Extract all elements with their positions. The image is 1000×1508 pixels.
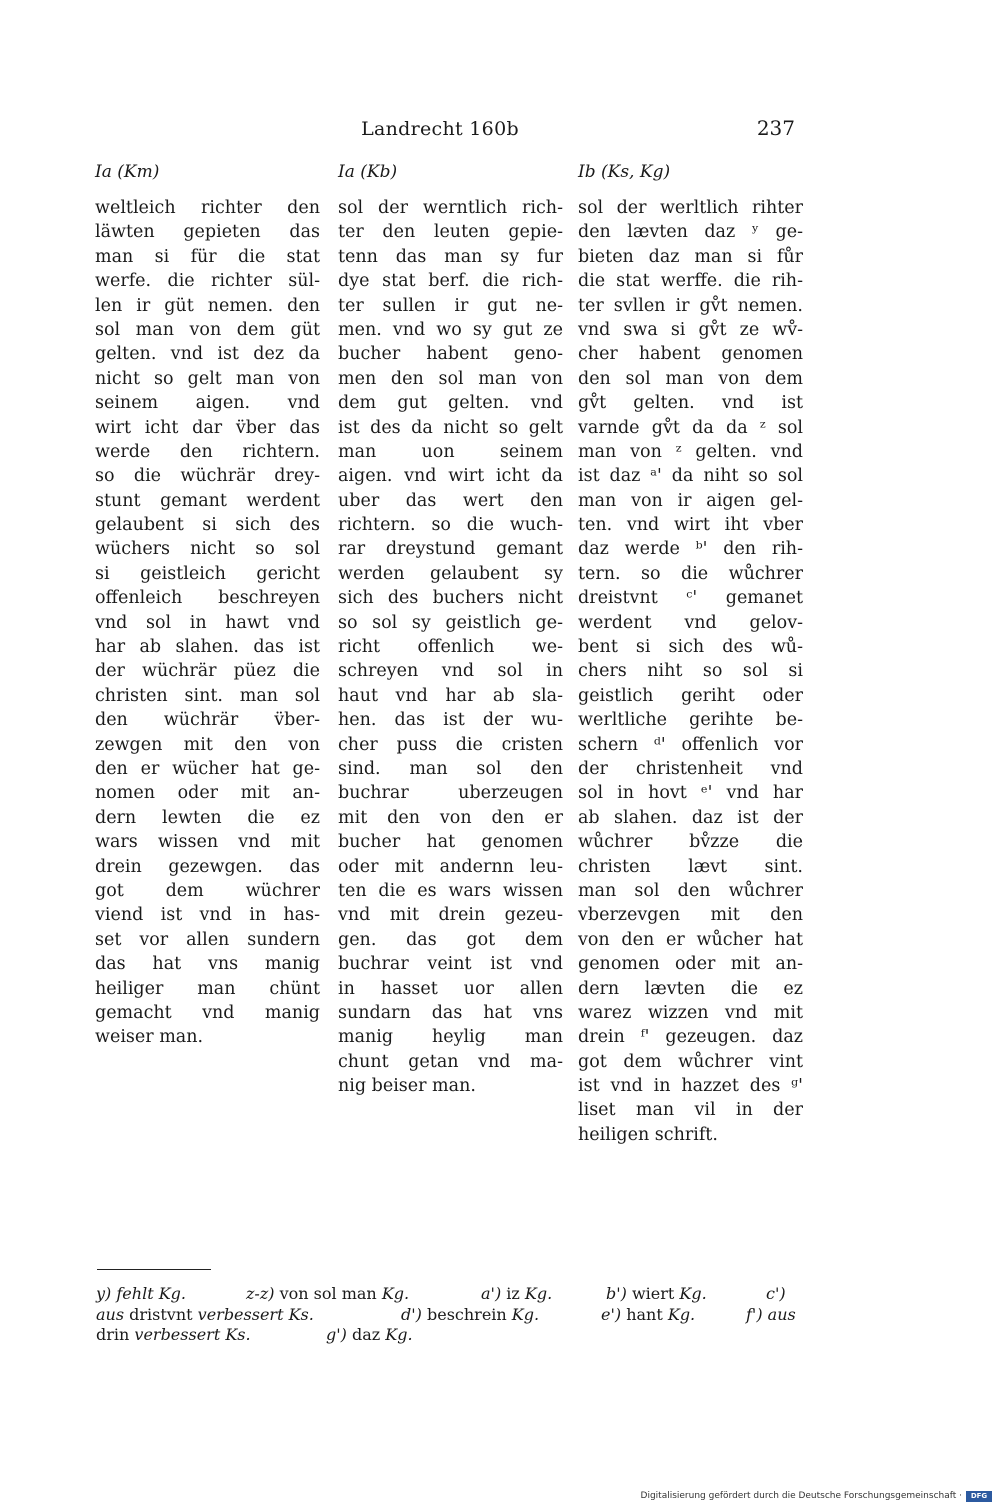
text-line: vnd mit drein gezeu-	[338, 905, 563, 926]
text-line: si geistleich gericht	[95, 563, 320, 584]
text-line: har ab slahen. das ist	[95, 637, 320, 658]
text-line: bent si sich des wů-	[578, 637, 803, 658]
text-line: nicht so gelt man von	[95, 368, 320, 389]
text-line: werde den richtern.	[95, 441, 320, 462]
text-line: werden gelaubent sy	[338, 563, 563, 584]
text-line: man si für die stat	[95, 246, 320, 267]
footnote-c: aus dristvnt verbessert Ks.	[96, 1304, 314, 1324]
footnote-line	[96, 1284, 802, 1305]
footnotes	[96, 1284, 802, 1346]
text-line: das hat vns manig	[95, 954, 320, 975]
text-line: bucher habent geno-	[338, 344, 563, 365]
text-line: ter svllen ir gv̊t nemen.	[578, 295, 803, 316]
text-line: men. vnd wo sy gut ze	[338, 319, 563, 340]
text-line: so die wüchrär drey-	[95, 466, 320, 487]
text-line: weiser man.	[95, 1027, 204, 1048]
text-line: manig heylig man	[338, 1027, 563, 1048]
text-line: man von ᶻ gelten. vnd	[578, 441, 803, 462]
footnote-rule	[97, 1269, 211, 1270]
text-line: warez wizzen vnd mit	[578, 1002, 803, 1023]
text-line: den er wücher hat ge-	[95, 758, 320, 779]
text-line: gelten. vnd ist dez da	[95, 344, 320, 365]
column-siglum: Ib (Ks, Kg)	[578, 162, 671, 182]
text-line: chunt getan vnd ma-	[338, 1051, 563, 1072]
text-line: sundarn das hat vns	[338, 1002, 563, 1023]
column-ia-km	[95, 162, 320, 1050]
footnote-a: a') iz Kg.	[481, 1284, 553, 1303]
text-line: bieten daz man si fůr	[578, 246, 803, 267]
text-line: läwten gepieten das	[95, 222, 320, 243]
text-line: zewgen mit den von	[95, 734, 320, 755]
text-line: sol der werltlich rihter	[578, 198, 803, 218]
text-line: sich des buchers nicht	[338, 588, 563, 609]
text-line: in hasset uor allen	[338, 978, 563, 999]
text-line: ist vnd in hazzet des ᵍ'	[578, 1076, 803, 1097]
text-line: buchrar veint ist vnd	[338, 954, 563, 975]
text-line: stunt gemant werdent	[95, 490, 320, 511]
column-ib-ks-kg	[578, 162, 803, 1147]
text-line: mit den von den er	[338, 807, 563, 828]
text-line: werltliche gerihte be-	[578, 710, 803, 731]
text-line: man uon seinem	[338, 441, 563, 462]
text-line: set vor allen sundern	[95, 929, 320, 950]
text-line: bucher hat genomen	[338, 832, 563, 853]
text-line: sind. man sol den	[338, 758, 563, 779]
text-line: dem gut gelten. vnd	[338, 393, 563, 414]
column-ia-kb	[338, 162, 563, 1098]
text-line: richtern. so die wuch-	[338, 515, 563, 536]
text-line: ten. vnd wirt iht vber	[578, 515, 803, 536]
footnote-f: drin verbessert Ks.	[96, 1325, 251, 1344]
text-line: drein ᶠ' gezeugen. daz	[578, 1027, 803, 1048]
page-number: 237	[756, 116, 795, 140]
text-line: liset man vil in der	[578, 1100, 803, 1121]
text-line: nig beiser man.	[338, 1076, 476, 1097]
text-line: so sol sy geistlich ge-	[338, 612, 563, 633]
footnote-d: d') beschrein Kg.	[401, 1304, 540, 1324]
text-line: werfe. die richter sül-	[95, 271, 320, 292]
footnote-line	[96, 1325, 802, 1346]
text-line: sol der werntlich rich-	[338, 198, 563, 218]
text-line: christen lævt sint.	[578, 856, 803, 877]
text-line: den lævten daz ʸ ge-	[578, 222, 803, 243]
text-line: dern lævten die ez	[578, 978, 803, 999]
text-line: cher habent genomen	[578, 344, 803, 365]
text-line: viend ist vnd in has-	[95, 905, 320, 926]
running-title: Landrecht 160b	[361, 118, 519, 140]
text-line: haut vnd har ab sla-	[338, 685, 563, 706]
text-line: der wüchrär püez die	[95, 661, 320, 682]
text-line: varnde gv̊t da da ᶻ sol	[578, 417, 803, 438]
text-line: seinem aigen. vnd	[95, 393, 320, 414]
text-line: gen. das got dem	[338, 929, 563, 950]
text-line: die stat werffe. die rih-	[578, 271, 803, 292]
footnote-y: y) fehlt Kg.	[96, 1284, 186, 1303]
text-line: nomen oder mit an-	[95, 783, 320, 804]
digitization-credit: Digitalisierung gefördert durch die Deutsche Forschungsgemeinschaft ·	[640, 1491, 962, 1501]
text-line: men den sol man von	[338, 368, 563, 389]
text-line: werdent vnd gelov-	[578, 612, 803, 633]
text-line: man sol den wůchrer	[578, 880, 803, 901]
text-line: dern lewten die ez	[95, 807, 320, 828]
text-line: christen sint. man sol	[95, 685, 320, 706]
text-line: geistlich geriht oder	[578, 685, 803, 706]
footnote-b: b') wiert Kg.	[606, 1284, 707, 1303]
text-line: vnd sol in hawt vnd	[95, 612, 320, 633]
text-line: dye stat berf. die rich-	[338, 271, 563, 292]
text-line: buchrar uberzeugen	[338, 783, 563, 804]
text-line: uber das wert den	[338, 490, 563, 511]
text-line: sol in hovt ᵉ' vnd har	[578, 783, 803, 804]
text-line: vberzevgen mit den	[578, 905, 803, 926]
text-line: got dem wüchrer	[95, 880, 320, 901]
column-text	[338, 196, 563, 1098]
page-header	[0, 118, 1000, 148]
text-line: heiliger man chünt	[95, 978, 320, 999]
footnote-z: z-z) von sol man Kg.	[246, 1284, 410, 1303]
text-line: von den er wůcher hat	[578, 929, 803, 950]
text-line: drein gezewgen. das	[95, 856, 320, 877]
text-line: oder mit andernn leu-	[338, 856, 563, 877]
text-line: tern. so die wůchrer	[578, 563, 803, 584]
text-line: cher puss die cristen	[338, 734, 563, 755]
text-line: genomen oder mit an-	[578, 954, 803, 975]
text-line: ist daz ᵃ' da niht so sol	[578, 466, 803, 487]
column-siglum: Ia (Kb)	[338, 162, 398, 182]
footnote-e: e') hant Kg.	[601, 1304, 696, 1324]
text-line: sol man von dem güt	[95, 319, 320, 340]
text-line: ter den leuten gepie-	[338, 222, 563, 243]
footnote-f-label: f') aus	[746, 1304, 796, 1324]
text-line: tenn das man sy fur	[338, 246, 563, 267]
text-line: weltleich richter den	[95, 198, 320, 218]
footnote-g: g') daz Kg.	[326, 1325, 413, 1344]
text-line: gv̊t gelten. vnd ist	[578, 393, 803, 414]
text-line: ter sullen ir gut ne-	[338, 295, 563, 316]
text-line: ab slahen. daz ist der	[578, 807, 803, 828]
footnote-c-label: c')	[766, 1284, 786, 1303]
text-line: heiligen schrift.	[578, 1124, 718, 1145]
text-line: chers niht so sol si	[578, 661, 803, 682]
text-line: schreyen vnd sol in	[338, 661, 563, 682]
text-line: len ir güt nemen. den	[95, 295, 320, 316]
column-text	[578, 196, 803, 1147]
text-line: schern ᵈ' offenlich vor	[578, 734, 803, 755]
text-line: man von ir aigen gel-	[578, 490, 803, 511]
text-line: wirt icht dar v̈ber das	[95, 417, 320, 438]
text-line: rar dreystund gemant	[338, 539, 563, 560]
text-line: hen. das ist der wu-	[338, 710, 563, 731]
text-line: ten die es wars wissen	[338, 880, 563, 901]
text-line: wüchers nicht so sol	[95, 539, 320, 560]
text-line: wars wissen vnd mit	[95, 832, 320, 853]
text-line: got dem wůchrer vint	[578, 1051, 803, 1072]
footnote-line	[96, 1305, 802, 1326]
text-line: dreistvnt ᶜ' gemanet	[578, 588, 803, 609]
text-line: richt offenlich we-	[338, 637, 563, 658]
column-text	[95, 196, 320, 1050]
text-line: ist des da nicht so gelt	[338, 417, 563, 438]
text-line: vnd swa si gv̊t ze wv̊-	[578, 319, 803, 340]
column-siglum: Ia (Km)	[95, 162, 160, 182]
text-line: den sol man von dem	[578, 368, 803, 389]
text-line: den wüchrär v̈ber-	[95, 710, 320, 731]
text-line: offenleich beschreyen	[95, 588, 320, 609]
dfg-logo: DFG	[966, 1491, 992, 1502]
text-line: wůchrer bv̊zze die	[578, 832, 803, 853]
text-line: gemacht vnd manig	[95, 1002, 320, 1023]
text-line: aigen. vnd wirt icht da	[338, 466, 563, 487]
text-line: gelaubent si sich des	[95, 515, 320, 536]
text-line: der christenheit vnd	[578, 758, 803, 779]
text-line: daz werde ᵇ' den rih-	[578, 539, 803, 560]
